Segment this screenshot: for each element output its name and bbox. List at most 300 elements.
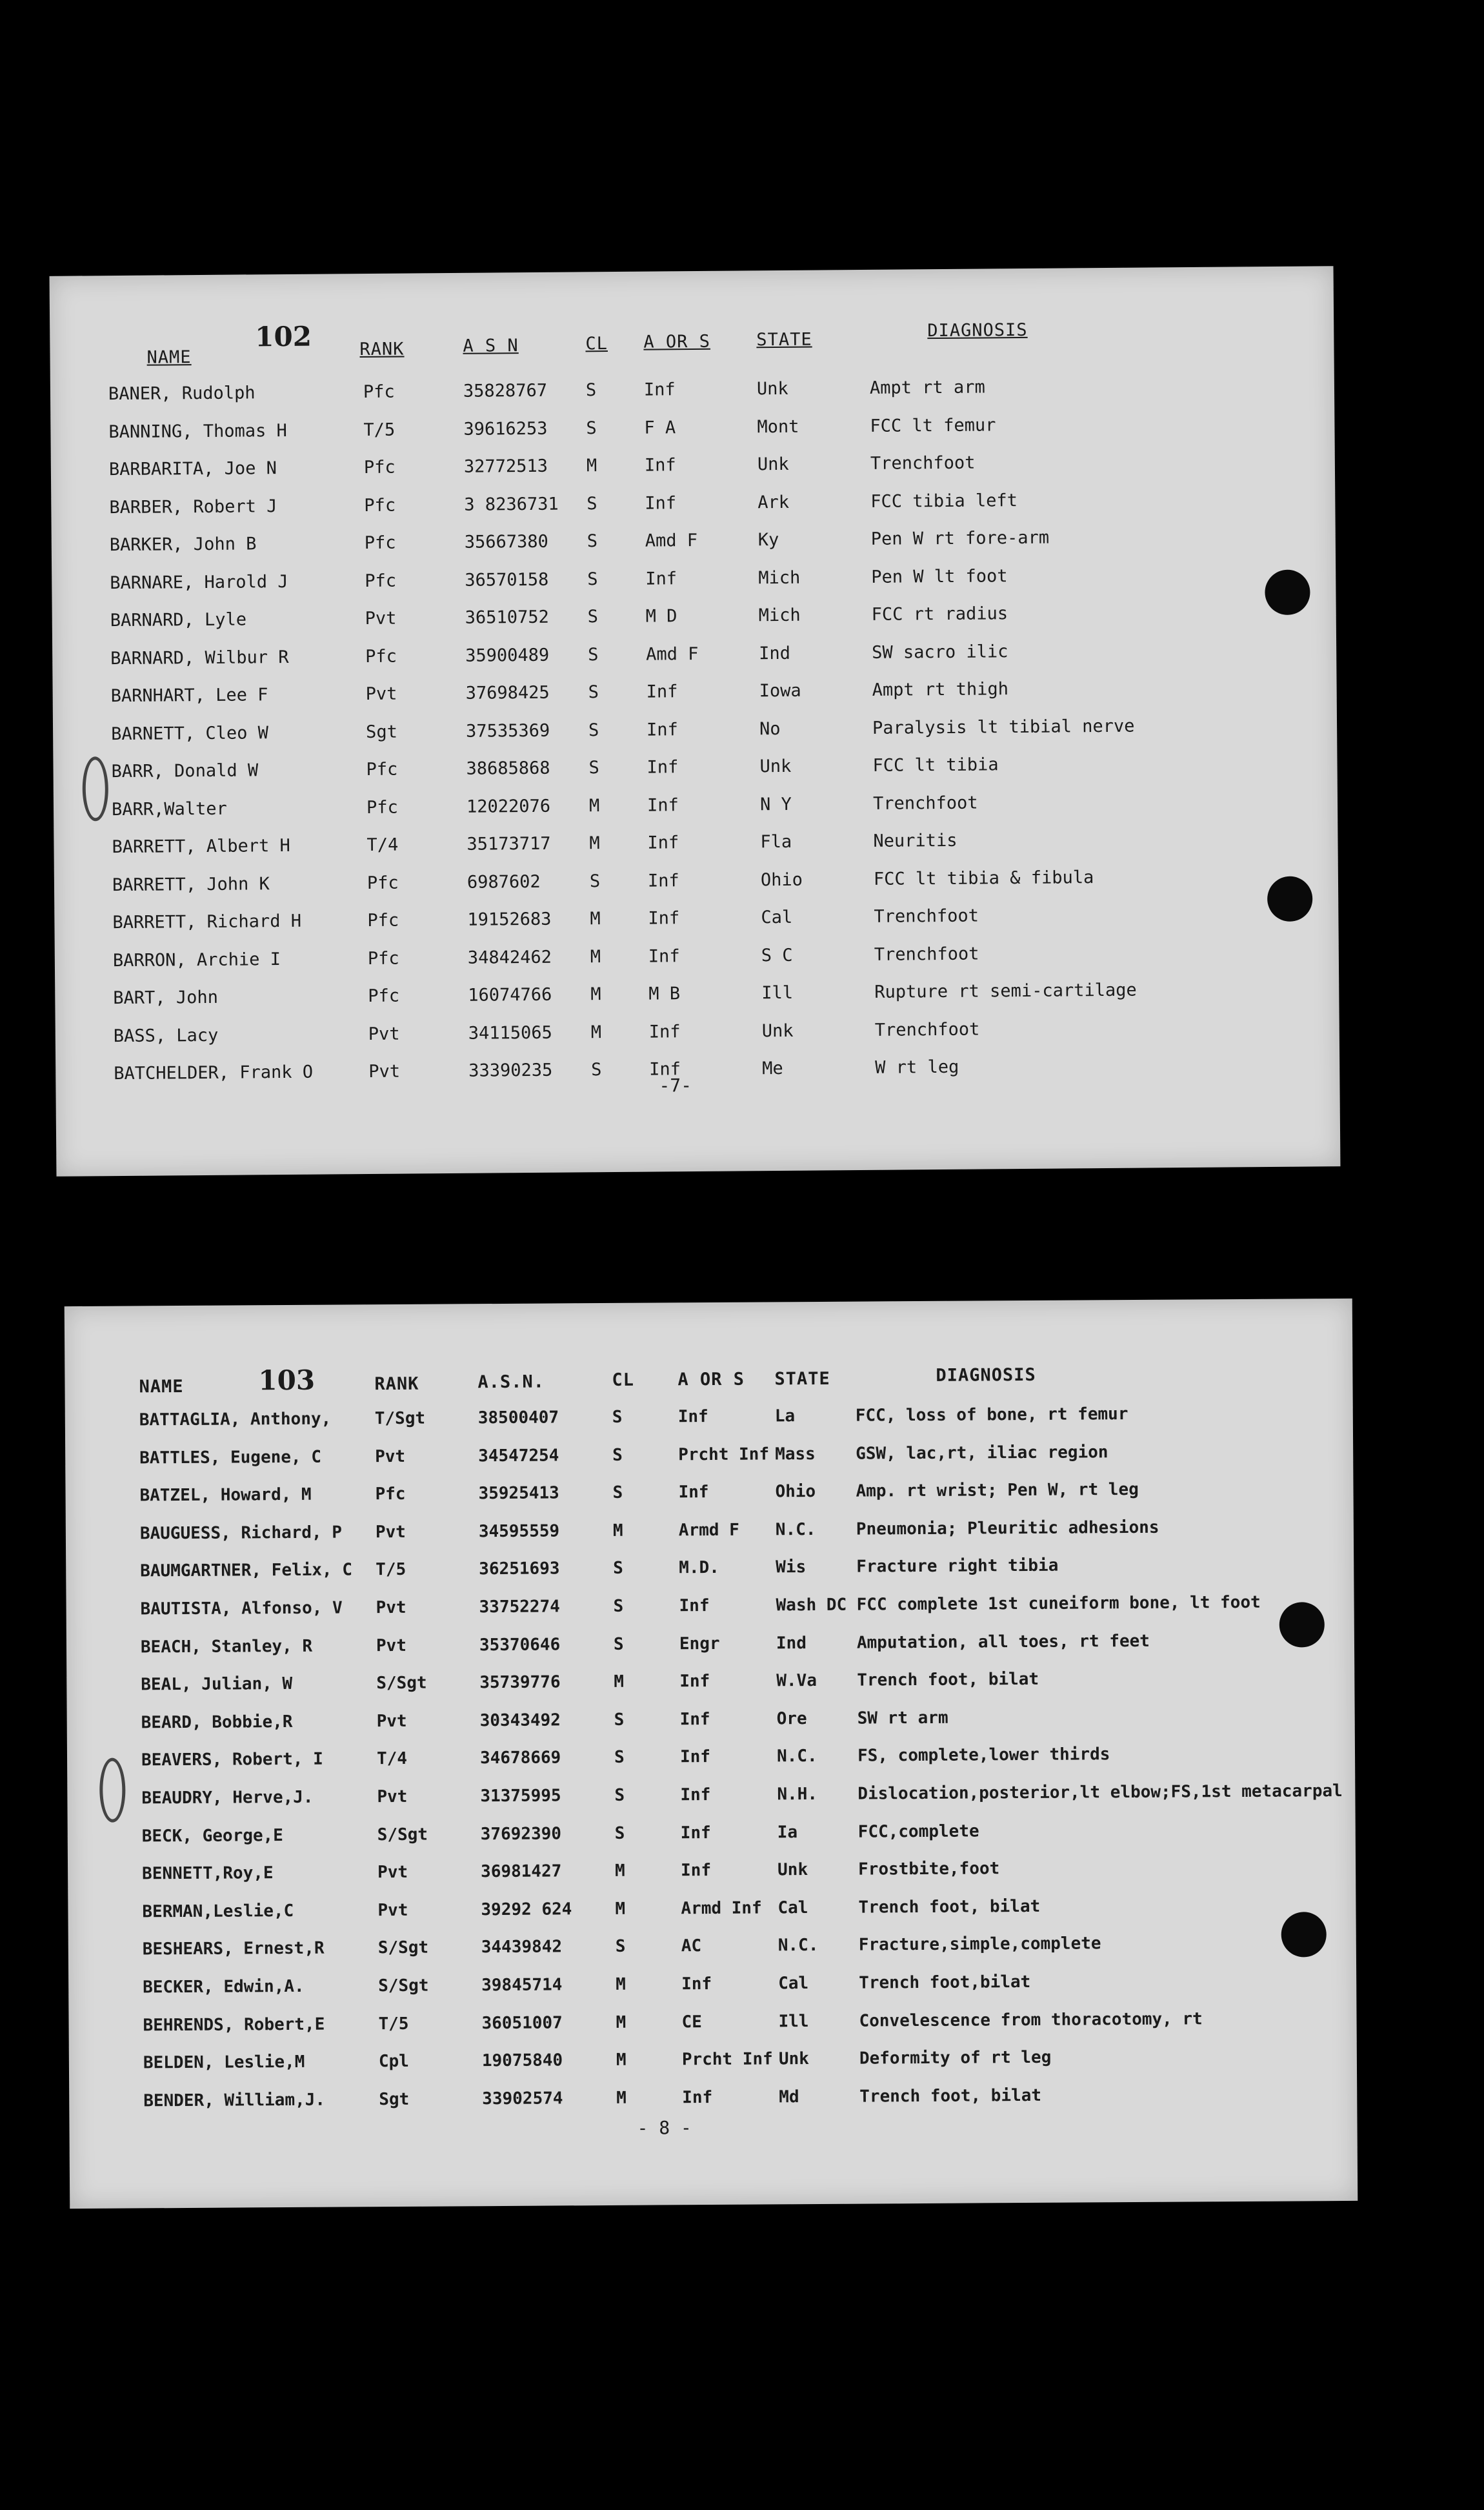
cell-cl: M [614,1672,625,1692]
cell-asn: 31375995 [480,1786,561,1807]
cell-cl: M [590,946,601,967]
cell-cl: S [587,531,598,552]
record-row [69,2046,1357,2086]
cell-diagnosis: Trenchfoot [874,906,979,927]
cell-rank: Pvt [377,1900,408,1920]
page-number: -7- [659,1075,692,1097]
header-state: STATE [774,1368,830,1390]
cell-rank: Pfc [365,646,397,667]
cell-aors: Inf [649,1059,681,1080]
cell-cl: M [616,1974,626,1994]
cell-aors: Inf [647,757,679,778]
punch-hole [1279,1602,1325,1647]
cell-diagnosis: Frostbite,foot [858,1859,1000,1879]
cell-rank: Pvt [377,1863,408,1883]
cell-diagnosis: Dislocation,posterior,lt elbow;FS,1st metacarpal [857,1781,1343,1804]
cell-diagnosis: Trench foot, bilat [857,1670,1039,1690]
header-rank: RANK [359,339,405,360]
record-row [68,1857,1356,1897]
cell-asn: 12022076 [466,796,551,817]
cell-asn: 35739776 [479,1672,561,1693]
cell-asn: 39616253 [463,418,548,440]
cell-cl: M [590,1022,602,1042]
record-row [52,639,1336,682]
cell-name: BARR,Walter [111,798,227,820]
cell-rank: T/Sgt [374,1408,426,1429]
cell-cl: S [587,607,599,627]
roster-card-103 [65,1299,1358,2209]
cell-asn: 36981427 [481,1861,562,1882]
cell-aors: Engr [679,1634,720,1654]
record-row [51,488,1335,531]
record-row [53,714,1337,757]
cell-aors: Armd Inf [681,1898,762,1919]
cell-name: BARNARE, Harold J [110,571,288,593]
header-a-or-s: A OR S [643,331,711,352]
cell-name: BELDEN, Leslie,M [143,2052,305,2073]
cell-state: Ky [757,529,779,551]
cell-asn: 34439842 [481,1937,563,1958]
cell-asn: 34595559 [478,1521,560,1541]
cell-cl: S [614,1823,625,1843]
cell-aors: M D [645,606,677,627]
cell-state: Unk [778,2049,809,2069]
record-row [51,450,1335,492]
cell-name: BANER, Rudolph [108,383,256,405]
cell-aors: Inf [681,1974,712,1994]
cell-name: BEAUDRY, Herve,J. [141,1787,314,1808]
cell-state: Ind [759,643,791,663]
cell-cl: S [613,1634,624,1654]
cell-aors: Prcht Inf [681,2049,773,2070]
card-number: 103 [258,1364,316,1397]
header-diagnosis: DIAGNOSIS [927,319,1028,341]
cell-aors: Inf [647,870,679,891]
cell-aors: Inf [644,455,676,476]
cell-diagnosis: Ampt rt thigh [872,679,1009,700]
cell-cl: S [613,1559,623,1579]
cell-cl: S [587,493,597,514]
cell-name: BATZEL, Howard, M [139,1484,312,1506]
cell-state: N.C. [776,1746,817,1766]
cell-diagnosis: Trenchfoot [872,793,978,814]
cell-state: N.C. [775,1519,816,1540]
cell-asn: 35370646 [479,1635,561,1655]
record-row [67,1781,1355,1821]
cell-cl: S [586,418,597,438]
cell-asn: 39292 624 [481,1899,572,1919]
cell-asn: 32772513 [463,456,548,477]
cell-name: BEACH, Stanley, R [140,1636,313,1657]
record-row [66,1517,1354,1557]
cell-name: BARBER, Robert J [109,496,277,518]
cell-state: Fla [760,831,792,853]
cell-state: Unk [759,756,792,777]
cell-aors: Inf [648,908,680,929]
cell-asn: 36510752 [465,607,549,628]
cell-rank: T/5 [376,1560,406,1580]
cell-state: Cal [777,1898,808,1918]
cell-aors: M.D. [679,1558,719,1578]
cell-cl: S [612,1407,623,1427]
cell-asn: 35828767 [463,380,548,401]
cell-aors: Inf [648,946,680,967]
cell-state: Ohio [760,869,803,890]
cell-diagnosis: Pen W rt fore-arm [870,527,1050,549]
record-row [69,2084,1357,2124]
record-row [66,1668,1354,1708]
cell-name: BARKER, John B [109,534,257,556]
cell-name: BECKER, Edwin,A. [143,1976,305,1998]
cell-asn: 38500407 [477,1408,559,1428]
cell-rank: Pfc [364,495,396,516]
paper-clip-mark [99,1758,126,1823]
header-cl: CL [612,1370,635,1390]
cell-rank: Pvt [365,608,397,629]
cell-asn: 19075840 [481,2050,563,2071]
cell-state: Mont [757,416,799,437]
cell-diagnosis: FCC rt radius [871,603,1008,625]
cell-name: BEHRENDS, Robert,E [143,2014,325,2035]
cell-asn: 30343492 [479,1710,561,1730]
cell-rank: Pvt [376,1711,407,1731]
cell-diagnosis: Amputation, all toes, rt feet [856,1631,1150,1653]
cell-aors: F A [644,417,676,438]
punch-hole [1281,1912,1327,1957]
cell-rank: T/5 [378,2014,409,2034]
cell-name: BARR, Donald W [111,760,259,782]
cell-cl: S [588,758,599,778]
paper-clip-mark [82,756,108,821]
cell-state: Ill [778,2011,809,2031]
cell-diagnosis: FCC complete 1st cuneiform bone, lt foot [856,1592,1261,1615]
cell-state: Me [762,1058,783,1079]
cell-name: BART, John [113,987,219,1009]
cell-asn: 35667380 [464,531,548,552]
cell-state: N.H. [777,1784,818,1805]
cell-diagnosis: Pen W lt foot [871,565,1008,587]
cell-name: BARRETT, Richard H [112,911,302,933]
cell-diagnosis: Rupture rt semi-cartilage [874,980,1137,1002]
cell-cl: M [615,1861,625,1881]
cell-state: Iowa [759,680,801,702]
cell-rank: Sgt [365,722,398,742]
cell-rank: Pfc [366,797,398,818]
record-row [67,1706,1355,1746]
record-row [66,1554,1354,1594]
cell-name: BEAL, Julian, W [141,1674,293,1695]
cell-name: BECK, George,E [141,1825,284,1846]
cell-rank: S/Sgt [377,1825,428,1845]
cell-state: Cal [778,1974,809,1994]
cell-diagnosis: SW sacro ilic [872,641,1008,663]
record-row [68,1895,1356,1935]
cell-name: BARNETT, Cleo W [111,722,269,744]
cell-diagnosis: FCC tibia left [870,490,1018,512]
cell-asn: 19152683 [467,909,552,930]
cell-cl: S [587,569,598,589]
record-row [50,374,1334,417]
cell-rank: Pvt [376,1597,406,1618]
cell-cl: S [591,1060,602,1080]
cell-cl: M [588,795,600,816]
cell-asn: 35173717 [466,833,551,855]
cell-diagnosis: FCC lt femur [870,414,996,436]
cell-aors: Inf [646,719,679,740]
header-name: NAME [139,1376,184,1397]
cell-rank: T/4 [366,835,399,855]
cell-diagnosis: FS, complete,lower thirds [857,1745,1110,1766]
cell-aors: Inf [680,1785,711,1805]
cell-name: BANNING, Thomas H [108,420,287,442]
cell-aors: Inf [646,682,678,702]
record-row [55,978,1339,1021]
cell-state: Ark [757,492,790,512]
cell-rank: S/Sgt [376,1673,427,1694]
header-name: NAME [146,347,192,368]
cell-asn: 39845714 [481,1975,563,1996]
record-row [68,2008,1356,2048]
cell-diagnosis: FCC lt tibia & fibula [873,867,1094,889]
header-a-or-s: A OR S [677,1369,745,1390]
cell-rank: Pfc [365,571,397,591]
cell-rank: Pvt [368,1061,401,1082]
cell-aors: Amd F [646,643,699,665]
cell-asn: 38685868 [466,758,550,779]
record-row [54,827,1338,870]
cell-asn: 16074766 [468,984,552,1006]
cell-name: BARNARD, Wilbur R [110,647,289,669]
cell-aors: Inf [679,1747,711,1767]
cell-name: BARRON, Archie I [112,949,281,971]
cell-asn: 34547254 [478,1446,559,1466]
cell-state: Unk [777,1860,808,1880]
cell-diagnosis: Amp. rt wrist; Pen W, rt leg [856,1480,1139,1501]
record-row [53,676,1337,719]
cell-diagnosis: Trenchfoot [870,452,976,474]
cell-asn: 33390235 [468,1060,553,1081]
cell-diagnosis: Convelescence from thoracotomy, rt [859,2009,1203,2031]
cell-cl: S [585,380,597,401]
cell-state: Ore [776,1708,807,1729]
record-row [65,1403,1353,1443]
cell-rank: Pfc [363,457,396,478]
record-row [68,1932,1356,1972]
cell-cl: S [589,871,601,891]
cell-name: BASS, Lacy [113,1025,219,1046]
punch-hole [1265,570,1310,616]
cell-state: No [759,718,781,739]
cell-asn: 36251693 [479,1559,560,1579]
cell-name: BAUMGARTNER, Felix, C [140,1560,353,1581]
cell-rank: Pfc [366,873,399,893]
cell-name: BARRETT, Albert H [112,835,290,858]
cell-cl: M [586,456,597,476]
cell-asn: 3 8236731 [464,494,559,515]
record-row [52,601,1336,643]
cell-name: BATTAGLIA, Anthony, [139,1409,332,1430]
record-row [52,525,1336,568]
cell-name: BAUTISTA, Alfonso, V [140,1598,343,1619]
cell-name: BEAVERS, Robert, I [141,1750,323,1770]
cell-cl: S [588,682,599,703]
cell-diagnosis: FCC, loss of bone, rt femur [855,1404,1128,1426]
cell-asn: 33902574 [482,2089,563,2109]
header-rank: RANK [374,1373,419,1395]
header-state: STATE [756,329,812,350]
cell-rank: Pfc [375,1484,406,1504]
record-row [66,1630,1354,1670]
cell-state: Mich [758,567,801,588]
record-row [66,1592,1354,1632]
cell-aors: Inf [645,492,677,514]
cell-asn: 37698425 [465,682,550,703]
cell-state: Mass [775,1444,816,1464]
cell-rank: Pvt [376,1635,407,1655]
cell-state: Wash DC [776,1595,847,1615]
cell-aors: Inf [648,1021,681,1042]
header-cl: CL [585,334,608,354]
record-row [55,1017,1339,1059]
record-row [54,865,1338,908]
cell-diagnosis: Trench foot, bilat [859,2085,1042,2107]
cell-name: BARNARD, Lyle [110,609,247,631]
cell-name: BARBARITA, Joe N [108,458,277,480]
cell-cl: S [614,1710,625,1730]
record-row [55,941,1339,984]
cell-rank: Pvt [375,1522,406,1542]
cell-rank: Cpl [378,2052,409,2072]
cell-diagnosis: Fracture,simple,complete [858,1934,1101,1955]
cell-name: BARNHART, Lee F [110,685,268,707]
cell-cl: M [589,833,600,854]
cell-state: N.C. [777,1936,819,1956]
cell-diagnosis: Pneumonia; Pleuritic adhesions [856,1517,1159,1539]
cell-rank: Pfc [368,986,400,1006]
cell-cl: M [616,2012,627,2032]
cell-aors: AC [681,1936,702,1956]
cell-asn: 37535369 [465,720,550,742]
cell-diagnosis: Trenchfoot [874,1019,980,1040]
cell-diagnosis: Ampt rt arm [869,377,985,398]
cell-state: N Y [759,794,792,815]
cell-cl: M [590,984,601,1005]
cell-aors: Inf [678,1483,709,1503]
cell-cl: M [616,2088,627,2108]
roster-card-102 [50,266,1341,1177]
cell-asn: 33752274 [479,1597,560,1617]
cell-state: Mich [758,605,801,626]
cell-diagnosis: Trenchfoot [874,944,979,965]
cell-rank: Pvt [368,1024,400,1044]
cell-name: BATTLES, Eugene, C [139,1447,322,1468]
cell-name: BAUGUESS, Richard, P [139,1523,343,1544]
cell-cl: M [612,1521,623,1541]
cell-name: BARRETT, John K [112,873,270,895]
cell-cl: M [590,909,601,929]
cell-diagnosis: Deformity of rt leg [859,2047,1052,2069]
cell-asn: 34115065 [468,1022,552,1044]
cell-state: Ill [761,982,794,1004]
cell-aors: Inf [647,794,679,816]
cell-aors: Inf [680,1823,711,1843]
cell-diagnosis: SW rt arm [857,1708,948,1728]
cell-rank: Pvt [377,1786,408,1807]
header-asn: A S N [463,336,519,356]
cell-diagnosis: FCC lt tibia [872,754,999,776]
record-row [55,1054,1339,1097]
page-number: - 8 - [637,2117,692,2139]
cell-rank: Pfc [364,532,396,554]
cell-rank: Pfc [367,910,399,931]
cell-state: Unk [757,454,789,475]
cell-state: S C [761,945,793,966]
cell-rank: Pfc [363,381,395,403]
cell-diagnosis: GSW, lac,rt, iliac region [856,1442,1108,1464]
cell-cl: M [615,1899,626,1919]
cell-aors: Prcht Inf [678,1444,770,1464]
cell-name: BATCHELDER, Frank O [114,1062,314,1084]
cell-aors: Inf [645,568,677,589]
cell-diagnosis: Trench foot, bilat [858,1896,1041,1918]
cell-state: Unk [756,378,788,400]
cell-name: BENDER, William,J. [143,2090,326,2111]
cell-aors: Inf [679,1672,710,1692]
cell-state: Ia [777,1822,798,1842]
header-asn: A.S.N. [477,1371,545,1393]
cell-asn: 34842462 [467,947,552,968]
record-row [65,1479,1353,1519]
cell-aors: Inf [679,1596,710,1616]
cell-state: Ohio [775,1482,816,1502]
header-diagnosis: DIAGNOSIS [936,1364,1036,1386]
cell-asn: 6987602 [466,871,541,893]
card-number: 102 [255,320,312,353]
cell-rank: Pvt [365,683,397,705]
cell-state: Md [779,2087,799,2107]
cell-asn: 37692390 [480,1824,562,1844]
cell-cl: S [614,1748,625,1768]
cell-aors: Inf [679,1709,710,1730]
cell-asn: 34678669 [479,1748,561,1768]
record-row [52,563,1336,606]
cell-name: BEARD, Bobbie,R [141,1712,293,1733]
cell-name: BERMAN,Leslie,C [142,1901,294,1922]
cell-rank: S/Sgt [377,1938,429,1958]
cell-cl: S [614,1785,625,1805]
cell-cl: S [612,1483,623,1503]
cell-asn: 35925413 [478,1483,559,1504]
cell-state: W.Va [776,1671,817,1691]
cell-aors: Inf [647,833,679,853]
cell-state: La [774,1406,796,1426]
cell-state: Cal [761,907,793,928]
cell-asn: 35900489 [465,645,550,666]
cell-rank: Pfc [367,948,399,969]
cell-rank: Pvt [375,1446,406,1466]
record-row [67,1743,1355,1783]
cell-diagnosis: Trench foot,bilat [859,1972,1031,1993]
cell-rank: Pfc [366,759,398,780]
record-row [54,790,1338,833]
cell-cl: S [612,1445,623,1465]
cell-cl: S [588,644,599,665]
record-row [68,1819,1356,1859]
cell-rank: T/5 [363,420,396,440]
cell-state: Ind [776,1633,807,1653]
cell-aors: Armd F [678,1520,739,1541]
cell-aors: Inf [681,1861,712,1881]
